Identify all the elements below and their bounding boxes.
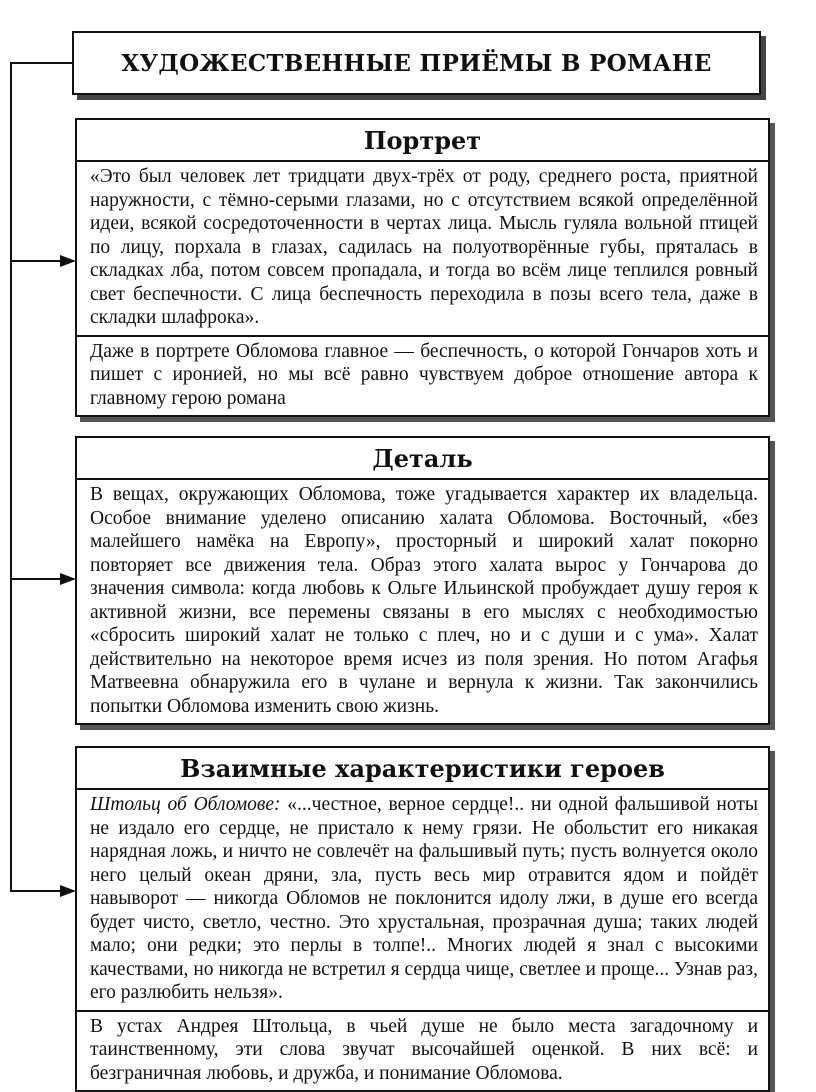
section-text: В вещах, окружающих Обломова, тоже угадывается характер их владельца. Особое внимание уделено описанию халата Обломова. Восточный, «без малейшего намёка на Европу», просторный и широкий халат покорно повторяет все движения тела. Образ этого халата вырос у Гончарова до значения символа: когда любовь к Ольге Ильинской пробуждает душу героя к активной жизни, все перемены связаны в его мыслях с необходимостью «сбросить широкий халат не только с плеч, но и с души и с ума». Халат действительно на некоторое время исчез из поля зрения. Но потом Агафья Матвеевна обнаружила его в чулане и вернула к жизни. Так закончились попытки Обломова изменить свою жизнь. [90, 484, 758, 717]
page-title: ХУДОЖЕСТВЕННЫЕ ПРИЁМЫ В РОМАНЕ [72, 31, 761, 95]
section-mutual-characteristics [75, 746, 770, 1092]
section-detail [75, 436, 770, 725]
quote-label: Штольц об Обломове: [90, 794, 281, 815]
connector-line-vertical [10, 62, 12, 891]
section-heading: Взаимные характеристики героев [77, 748, 768, 790]
section-note: В устах Андрея Штольца, в чьей душе не было места загадочному и таинственному, эти слова звучат высочайшей оценкой. В них всё: и безграничная любовь, и дружба, и понимание Обломова. [77, 1010, 768, 1091]
section-heading: Деталь [77, 438, 768, 480]
section-text [77, 790, 768, 1010]
quote-text: «...честное, верное сердце!.. ни одной фальшивой ноты не издало его сердце, не пристало к нему грязи. Не обольстит его никакая нарядная ложь, и ничто не совлечёт на фальшивый путь; пусть волнуется около него целый океан дряни, зла, пусть весь мир отравится ядом и пойдёт навыворот — никогда Обломов не поклонится идолу лжи, в душе его всегда будет чисто, светло, честно. Это хрустальная, прозрачная душа; таких людей мало; они редки; это перлы в толпе!.. Многих людей я знал с высокими качествами, но никогда не встретил я сердца чище, светлее и проще... Узнав раз, его разлюбить нельзя». [90, 794, 758, 1003]
section-text: «Это был человек лет тридцати двух-трёх от роду, среднего роста, приятной наружности, с тёмно-серыми глазами, но с отсутствием всякой определённой идеи, всякой сосредоточенности в чертах лица. Мысль гуляла вольной птицей по лицу, порхала в глазах, садилась на полуотворённые губы, пряталась в складках лба, потом совсем пропадала, и тогда во всём лице теплился ровный свет беспечности. С лица беспечность переходила в позы всего тела, даже в складки шлафрока». [90, 166, 758, 328]
section-heading: Портрет [77, 120, 768, 162]
section-portrait [75, 118, 770, 417]
arrow-icon [10, 572, 76, 586]
arrow-icon [10, 884, 76, 898]
section-note: Даже в портрете Обломова главное — беспечность, о которой Гончаров хоть и пишет с иронией, но мы всё равно чувствуем доброе отношение автора к главному герою романа [77, 335, 768, 416]
connector-line-top [10, 62, 73, 64]
arrow-icon [10, 254, 76, 268]
